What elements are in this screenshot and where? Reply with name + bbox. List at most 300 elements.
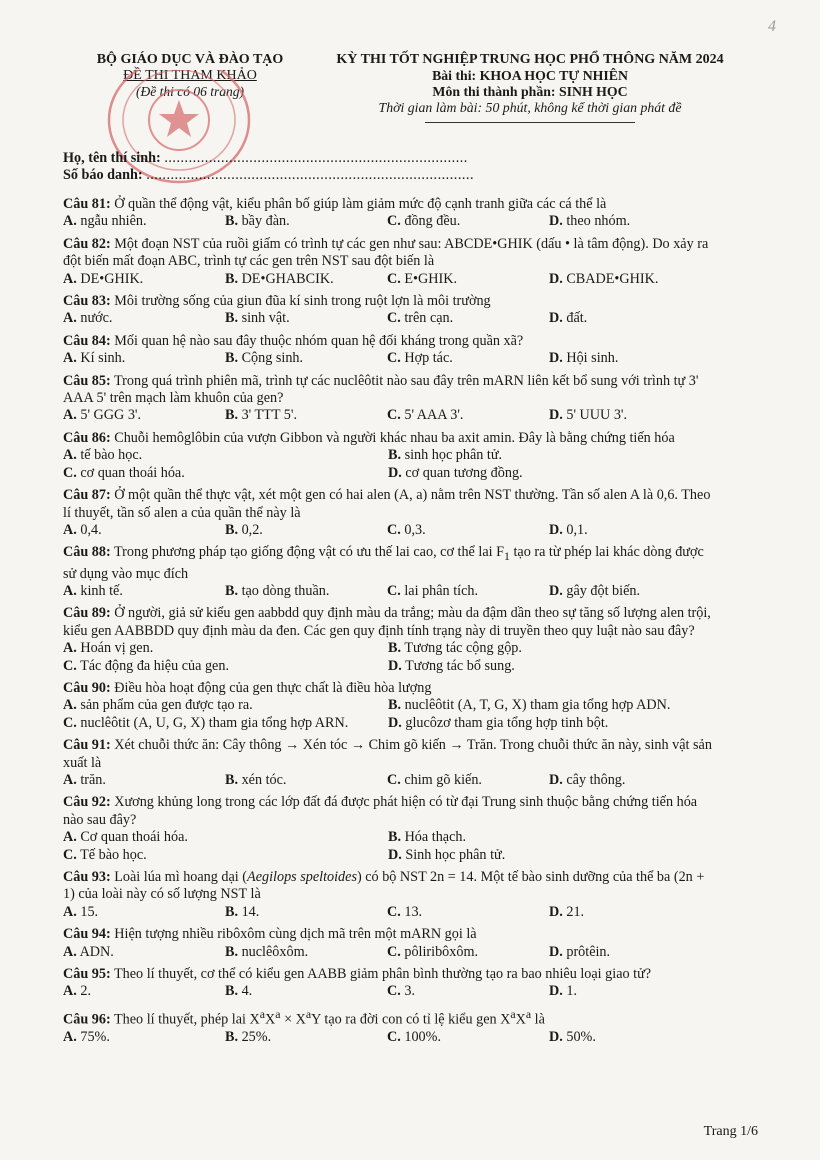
question-text: Trong phương pháp tạo giống động vật có ưu thế lai cao, cơ thể lai F xyxy=(114,544,505,561)
option-text: nuclêôtit (A, T, G, X) tham gia tổng hợp ADN. xyxy=(404,697,671,714)
question-text: Theo lí thuyết, cơ thể có kiểu gen AABB giảm phân bình thường tạo ra bao nhiêu loại giao tử? xyxy=(114,966,652,983)
option-letter: B. xyxy=(225,310,239,327)
option-text: Tương tác cộng gộp. xyxy=(404,640,522,657)
answer-option-d xyxy=(549,583,711,600)
question-text: Ở một quần thể thực vật, xét một gen có hai alen (A, a) nằm trên NST thường. Tần số alen A là 0,6. Theo lí thuyết, tần số alen a của quần thể này là xyxy=(63,487,711,521)
question-item xyxy=(63,293,713,328)
answer-option-b xyxy=(225,310,387,327)
option-letter: C. xyxy=(63,714,77,731)
option-text: sản phẩm của gen được tạo ra. xyxy=(80,697,253,714)
option-letter: A. xyxy=(63,582,77,599)
option-letter: A. xyxy=(63,772,77,789)
option-letter: B. xyxy=(388,447,402,464)
question-text: × X xyxy=(280,1011,306,1028)
question-number: Câu 89: xyxy=(63,605,111,622)
question-number: Câu 84: xyxy=(63,332,111,349)
answer-option-a xyxy=(63,1029,225,1046)
option-letter: D. xyxy=(549,213,563,230)
option-letter: D. xyxy=(549,270,563,287)
option-letter: A. xyxy=(63,697,77,714)
answer-option-d xyxy=(388,715,713,732)
option-letter: D. xyxy=(549,772,563,789)
option-text: Cộng sinh. xyxy=(241,350,304,367)
question-stem xyxy=(63,544,713,583)
answer-options xyxy=(63,213,713,230)
option-text: 2. xyxy=(80,983,91,1000)
answer-option-c xyxy=(387,904,549,921)
question-stem xyxy=(63,680,713,697)
answer-option-c xyxy=(387,944,549,961)
question-item xyxy=(63,605,713,675)
option-letter: B. xyxy=(225,521,239,538)
option-letter: B. xyxy=(225,350,239,367)
option-text: DE•GHIK. xyxy=(80,270,144,287)
answer-option-c xyxy=(387,772,549,789)
question-text: Xương khủng long trong các lớp đất đá được phát hiện có từ đại Trung sinh thuộc bằng chứng tiến hóa nào sau đây? xyxy=(63,794,698,828)
question-item xyxy=(63,196,713,231)
option-letter: D. xyxy=(549,943,563,960)
option-letter: A. xyxy=(63,640,77,657)
option-letter: C. xyxy=(387,310,401,327)
option-letter: D. xyxy=(549,521,563,538)
answer-option-c xyxy=(387,983,549,1000)
question-stem xyxy=(63,966,713,983)
option-text: ngẫu nhiên. xyxy=(80,213,147,230)
question-stem xyxy=(63,487,713,522)
answer-options xyxy=(63,271,713,288)
candidate-id-label: Số báo danh: xyxy=(63,167,143,183)
corner-page-mark: 4 xyxy=(768,18,776,35)
option-text: 0,2. xyxy=(241,521,263,538)
answer-option-d xyxy=(549,271,711,288)
answer-option-b xyxy=(388,640,713,657)
exam-duration: Thời gian làm bài: 50 phút, không kể thời gian phát đề xyxy=(378,100,682,115)
question-number: Câu 86: xyxy=(63,429,111,446)
answer-option-b xyxy=(388,697,713,714)
answer-option-c xyxy=(387,1029,549,1046)
question-number: Câu 85: xyxy=(63,372,111,389)
option-letter: A. xyxy=(63,1029,77,1046)
question-item xyxy=(63,544,713,600)
option-letter: D. xyxy=(549,582,563,599)
question-number: Câu 82: xyxy=(63,235,111,252)
question-number: Câu 81: xyxy=(63,196,111,212)
answer-option-a xyxy=(63,983,225,1000)
answer-option-b xyxy=(225,944,387,961)
question-stem xyxy=(63,926,713,943)
option-text: sinh học phân tử. xyxy=(404,447,503,464)
answer-options xyxy=(63,522,713,539)
question-list xyxy=(63,196,713,1051)
option-text: 3' TTT 5'. xyxy=(241,407,297,424)
option-text: pôliribôxôm. xyxy=(404,943,479,960)
option-letter: A. xyxy=(63,829,77,846)
answer-option-c xyxy=(387,350,549,367)
exam-component: Môn thi thành phần: SINH HỌC xyxy=(432,84,628,99)
option-text: Sinh học phân tử. xyxy=(405,846,506,863)
option-text: prôtêin. xyxy=(566,943,611,960)
question-text: Một đoạn NST của ruồi giấm có trình tự các gen như sau: ABCDE•GHIK (dấu • là tâm động). Do xảy ra đột biến mất đoạn ABC, trình tự các gen trên NST sau đột biến là xyxy=(63,235,709,270)
option-letter: A. xyxy=(63,350,77,367)
answer-option-b xyxy=(225,983,387,1000)
question-stem xyxy=(63,737,713,772)
option-letter: A. xyxy=(63,943,77,960)
answer-option-b xyxy=(225,407,387,424)
answer-option-d xyxy=(549,772,711,789)
answer-option-c xyxy=(387,213,549,230)
option-text: trăn. xyxy=(80,772,106,789)
option-letter: C. xyxy=(387,213,401,230)
answer-option-c xyxy=(63,658,388,675)
option-text: 1. xyxy=(566,983,577,1000)
option-letter: A. xyxy=(63,407,77,424)
option-letter: B. xyxy=(225,772,239,789)
answer-options xyxy=(63,829,713,864)
answer-option-a xyxy=(63,350,225,367)
answer-option-c xyxy=(63,715,388,732)
option-letter: C. xyxy=(63,846,77,863)
option-text: 3. xyxy=(404,983,415,1000)
question-number: Câu 93: xyxy=(63,869,111,886)
answer-options xyxy=(63,310,713,327)
option-text: 14. xyxy=(241,903,260,920)
answer-option-b xyxy=(225,904,387,921)
question-number: Câu 91: xyxy=(63,737,111,754)
question-item xyxy=(63,430,713,482)
option-letter: B. xyxy=(225,903,239,920)
option-letter: C. xyxy=(387,1029,401,1046)
question-text: Xét chuỗi thức ăn: Cây thông → Xén tóc → Chim gõ kiến → Trăn. Trong chuỗi thức ăn này, sinh vật sản xuất là xyxy=(63,737,712,771)
option-letter: D. xyxy=(549,903,563,920)
option-text: DE•GHABCIK. xyxy=(241,270,334,287)
option-letter: C. xyxy=(387,270,401,287)
option-text: xén tóc. xyxy=(241,772,287,789)
question-text: Điều hòa hoạt động của gen thực chất là điều hòa lượng xyxy=(114,679,432,696)
option-text: Hội sinh. xyxy=(566,350,619,367)
question-item xyxy=(63,680,713,732)
question-item xyxy=(63,794,713,864)
question-superscript: a xyxy=(275,1006,281,1021)
question-number: Câu 92: xyxy=(63,794,111,811)
question-number: Câu 88: xyxy=(63,544,111,561)
answer-option-d xyxy=(549,944,711,961)
answer-option-b xyxy=(225,583,387,600)
option-letter: A. xyxy=(63,903,77,920)
answer-option-d xyxy=(549,407,711,424)
option-letter: A. xyxy=(63,213,77,230)
option-letter: B. xyxy=(225,582,239,599)
option-text: tế bào học. xyxy=(80,447,143,464)
option-letter: D. xyxy=(549,1029,563,1046)
option-text: cơ quan thoái hóa. xyxy=(80,464,185,481)
answer-option-a xyxy=(63,310,225,327)
answer-options xyxy=(63,407,713,424)
answer-option-a xyxy=(63,213,225,230)
answer-option-b xyxy=(225,522,387,539)
option-letter: C. xyxy=(63,464,77,481)
answer-option-b xyxy=(388,447,713,464)
question-text: là xyxy=(531,1011,545,1028)
question-text: Trong quá trình phiên mã, trình tự các nuclêôtit nào sau đây trên mARN liên kết bổ sung với trình tự 3' AAA 5' trên mạch làm khuôn của gen? xyxy=(63,372,699,407)
option-letter: D. xyxy=(388,657,402,674)
option-text: 50%. xyxy=(566,1029,596,1046)
question-superscript: a xyxy=(305,1006,312,1021)
question-italic: Aegilops speltoides xyxy=(247,869,357,886)
answer-option-d xyxy=(549,350,711,367)
option-text: ADN. xyxy=(79,943,114,960)
answer-option-b xyxy=(225,772,387,789)
option-text: kinh tế. xyxy=(80,582,123,599)
option-letter: A. xyxy=(63,447,77,464)
option-letter: C. xyxy=(387,943,401,960)
answer-option-c xyxy=(63,465,388,482)
option-letter: D. xyxy=(549,407,563,424)
answer-option-a xyxy=(63,271,225,288)
answer-option-a xyxy=(63,697,388,714)
answer-options xyxy=(63,697,713,732)
option-text: 5' GGG 3'. xyxy=(80,407,142,424)
question-stem xyxy=(63,430,713,447)
question-stem xyxy=(63,293,713,310)
candidate-id-row xyxy=(63,167,474,184)
answer-options xyxy=(63,944,713,961)
question-stem xyxy=(63,1006,713,1029)
answer-option-a xyxy=(63,904,225,921)
answer-options xyxy=(63,583,713,600)
answer-options xyxy=(63,904,713,921)
ministry-name: BỘ GIÁO DỤC VÀ ĐÀO TẠO xyxy=(96,52,284,67)
question-item xyxy=(63,869,713,921)
answer-options xyxy=(63,983,713,1000)
exam-type: ĐỀ THI THAM KHẢO xyxy=(123,68,257,83)
question-stem xyxy=(63,794,713,829)
answer-options xyxy=(63,1029,713,1046)
answer-option-d xyxy=(388,658,713,675)
option-text: glucôzơ tham gia tổng hợp tinh bột. xyxy=(405,714,609,731)
option-letter: B. xyxy=(225,213,239,230)
option-letter: C. xyxy=(387,903,401,920)
answer-option-b xyxy=(225,350,387,367)
option-text: nuclêôxôm. xyxy=(241,943,309,960)
option-text: đồng đều. xyxy=(404,213,461,230)
option-text: Kí sinh. xyxy=(80,350,126,367)
option-text: 100%. xyxy=(404,1029,441,1046)
option-letter: B. xyxy=(225,270,239,287)
question-superscript: a xyxy=(510,1006,516,1021)
answer-option-a xyxy=(63,944,225,961)
question-item xyxy=(63,737,713,789)
answer-option-d xyxy=(549,213,711,230)
option-letter: C. xyxy=(387,407,401,424)
question-text: Y tạo ra đời con có tỉ lệ kiểu gen X xyxy=(311,1011,511,1028)
answer-option-d xyxy=(549,310,711,327)
option-text: nuclêôtit (A, U, G, X) tham gia tổng hợp ARN. xyxy=(80,714,349,731)
question-number: Câu 95: xyxy=(63,966,111,983)
option-text: 0,1. xyxy=(566,521,588,538)
answer-option-a xyxy=(63,829,388,846)
option-text: Tác động đa hiệu của gen. xyxy=(80,657,230,674)
answer-option-a xyxy=(63,447,388,464)
option-letter: D. xyxy=(388,846,402,863)
option-letter: D. xyxy=(388,714,402,731)
option-letter: B. xyxy=(225,983,239,1000)
answer-option-a xyxy=(63,772,225,789)
question-stem xyxy=(63,333,713,350)
answer-options xyxy=(63,350,713,367)
answer-option-b xyxy=(225,213,387,230)
answer-option-b xyxy=(388,829,713,846)
option-text: lai phân tích. xyxy=(404,582,479,599)
option-text: gây đột biến. xyxy=(566,582,641,599)
option-text: 5' UUU 3'. xyxy=(566,407,628,424)
question-item xyxy=(63,1006,713,1047)
question-stem xyxy=(63,196,713,213)
answer-option-d xyxy=(549,904,711,921)
answer-options xyxy=(63,640,713,675)
question-item xyxy=(63,333,713,368)
option-text: 0,3. xyxy=(404,521,426,538)
answer-option-d xyxy=(549,983,711,1000)
option-letter: A. xyxy=(63,270,77,287)
question-item xyxy=(63,926,713,961)
option-letter: C. xyxy=(63,657,77,674)
question-item xyxy=(63,373,713,425)
answer-option-c xyxy=(387,271,549,288)
option-letter: A. xyxy=(63,521,77,538)
answer-option-c xyxy=(387,522,549,539)
option-letter: B. xyxy=(388,640,402,657)
question-text: Loài lúa mì hoang dại ( xyxy=(114,869,248,886)
question-text: Ở người, giả sử kiểu gen aabbdd quy định màu da trắng; màu da đậm dần theo sự tăng số lượng alen trội, kiểu gen AABBDD quy định màu da đen. Các gen quy định tính trạng này di truyền theo quy luật nào sau đây? xyxy=(63,605,711,639)
answer-option-a xyxy=(63,583,225,600)
question-text: X xyxy=(265,1011,276,1028)
option-letter: D. xyxy=(549,350,563,367)
exam-subject: Bài thi: KHOA HỌC TỰ NHIÊN xyxy=(432,68,628,83)
option-text: CBADE•GHIK. xyxy=(566,270,659,287)
option-text: bầy đàn. xyxy=(241,213,290,230)
question-text: ) có bộ NST 2n = 14. Một tế bào sinh dưỡng của thể ba (2n + 1) của loài này có số lượng NST là xyxy=(63,869,705,903)
answer-option-b xyxy=(225,1029,387,1046)
answer-option-d xyxy=(388,465,713,482)
candidate-id-blank: ................................................................................. xyxy=(146,167,474,183)
answer-options xyxy=(63,447,713,482)
option-letter: B. xyxy=(225,1029,239,1046)
option-letter: C. xyxy=(387,521,401,538)
title-underline xyxy=(425,122,635,123)
option-text: 75%. xyxy=(80,1029,110,1046)
option-letter: D. xyxy=(388,464,402,481)
question-superscript: a xyxy=(259,1006,266,1021)
option-letter: B. xyxy=(388,697,402,714)
option-letter: A. xyxy=(63,310,77,327)
option-text: 13. xyxy=(404,903,423,920)
question-text: Hiện tượng nhiều ribôxôm cùng dịch mã trên một mARN gọi là xyxy=(114,926,477,943)
question-subscript: 1 xyxy=(504,549,510,564)
answer-option-c xyxy=(387,583,549,600)
question-stem xyxy=(63,373,713,408)
option-letter: B. xyxy=(225,943,239,960)
option-text: Hóa thạch. xyxy=(404,829,467,846)
answer-option-c xyxy=(63,847,388,864)
question-number: Câu 96: xyxy=(63,1011,111,1028)
option-letter: C. xyxy=(387,582,401,599)
option-letter: B. xyxy=(225,407,239,424)
option-text: nước. xyxy=(80,310,113,327)
option-letter: D. xyxy=(549,310,563,327)
question-text: tạo ra từ phép lai khác dòng được sử dụng vào mục đích xyxy=(63,544,704,582)
answer-option-a xyxy=(63,522,225,539)
question-item xyxy=(63,966,713,1001)
answer-option-c xyxy=(387,407,549,424)
question-text: Chuỗi hemôglôbin của vượn Gibbon và người khác nhau ba axit amin. Đây là bằng chứng tiến hóa xyxy=(114,429,675,446)
option-text: 21. xyxy=(566,903,585,920)
option-letter: D. xyxy=(549,983,563,1000)
option-text: trên cạn. xyxy=(404,310,454,327)
option-text: Cơ quan thoái hóa. xyxy=(80,829,188,846)
question-text: Ở quần thể động vật, kiểu phân bố giúp làm giảm mức độ cạnh tranh giữa các cá thể là xyxy=(114,196,607,212)
candidate-name-blank: ........................................................................... xyxy=(164,150,468,166)
option-letter: C. xyxy=(387,983,401,1000)
option-text: chim gõ kiến. xyxy=(404,772,482,789)
option-text: cơ quan tương đồng. xyxy=(405,464,523,481)
question-stem xyxy=(63,869,713,904)
question-number: Câu 83: xyxy=(63,293,111,310)
option-letter: C. xyxy=(387,350,401,367)
exam-title-block xyxy=(300,52,760,123)
question-text: Theo lí thuyết, phép lai X xyxy=(114,1011,260,1028)
option-text: 5' AAA 3'. xyxy=(404,407,464,424)
option-text: Hợp tác. xyxy=(404,350,453,367)
question-superscript: a xyxy=(525,1006,532,1021)
answer-option-d xyxy=(388,847,713,864)
option-text: Hoán vị gen. xyxy=(80,640,154,657)
question-number: Câu 87: xyxy=(63,487,111,504)
answer-option-a xyxy=(63,407,225,424)
candidate-name-label: Họ, tên thí sinh: xyxy=(63,150,161,166)
answer-option-d xyxy=(549,522,711,539)
pages-note: (Đề thi có 06 trang) xyxy=(136,84,244,99)
question-text: Mối quan hệ nào sau đây thuộc nhóm quan hệ đối kháng trong quần xã? xyxy=(114,332,524,349)
question-number: Câu 94: xyxy=(63,926,111,943)
option-text: đất. xyxy=(566,310,588,327)
option-text: Tương tác bổ sung. xyxy=(405,657,515,674)
option-text: 0,4. xyxy=(80,521,102,538)
answer-options xyxy=(63,772,713,789)
candidate-fields xyxy=(63,150,474,184)
question-stem xyxy=(63,605,713,640)
option-text: cây thông. xyxy=(566,772,626,789)
question-text: Môi trường sống của giun đũa kí sinh trong ruột lợn là môi trường xyxy=(114,293,491,310)
option-text: 25%. xyxy=(241,1029,272,1046)
option-text: tạo dòng thuần. xyxy=(241,582,330,599)
page-footer: Trang 1/6 xyxy=(703,1124,758,1139)
option-letter: B. xyxy=(388,829,402,846)
option-text: 15. xyxy=(80,903,99,920)
exam-title: KỲ THI TỐT NGHIỆP TRUNG HỌC PHỔ THÔNG NĂM 2024 xyxy=(336,52,724,67)
answer-option-b xyxy=(225,271,387,288)
option-text: E•GHIK. xyxy=(404,270,457,287)
question-number: Câu 90: xyxy=(63,679,111,696)
answer-option-d xyxy=(549,1029,711,1046)
answer-option-a xyxy=(63,640,388,657)
option-text: sinh vật. xyxy=(241,310,290,327)
option-text: theo nhóm. xyxy=(566,213,631,230)
question-text: X xyxy=(515,1011,526,1028)
question-item xyxy=(63,236,713,288)
option-letter: A. xyxy=(63,983,77,1000)
question-stem xyxy=(63,236,713,271)
candidate-name-row xyxy=(63,150,474,167)
